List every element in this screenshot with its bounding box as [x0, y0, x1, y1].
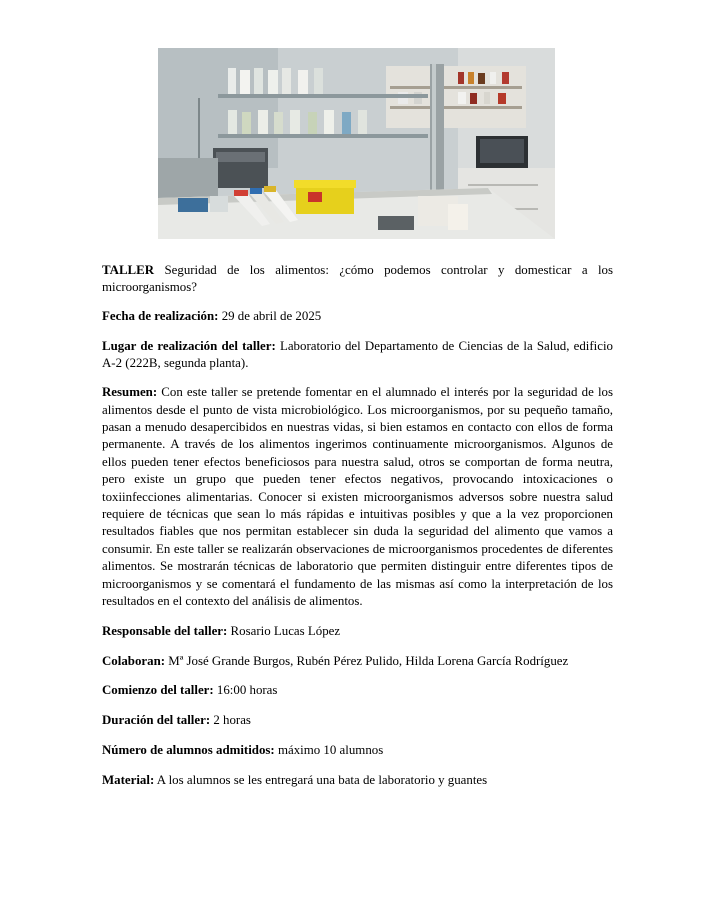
comienzo-line — [102, 682, 613, 699]
responsable-line — [102, 623, 613, 640]
lugar-value: Laboratorio del Departamento de Ciencias de la Salud, edificio A-2 (222B, segunda planta). — [102, 339, 613, 371]
taller-text: Seguridad de los alimentos: ¿cómo podemos controlar y domesticar a los microorganismos? — [102, 263, 613, 295]
resumen-text: Con este taller se pretende fomentar en el alumnado el interés por la seguridad de los alimentos desde el punto de vista microbiológico. Los microorganismos, por su pequeño tamaño, pasan a menudo desapercibidos en nuestras vidas, si bien estamos en contacto con ellos de forma permanente. A través de los alimentos ingerimos continuamente microorganismos. Algunos de ellos pueden tener efectos beneficiosos para nuestra salud, otros se comportan de forma neutra, pero existe un grupo que pueden tener efectos negativos, provocando intoxicaciones o toxiinfecciones alimentarias. Conocer si existen microorganismos adversos sobre nuestra salud requiere de técnicas que sean lo más rápidas e intuitivas posibles y que a la vez proporcionen resultados fiables que nos permitan establecer sin duda la seguridad del alimento que vamos a consumir. En este taller se realizarán observaciones de microorganismos procedentes de diferentes alimentos. Se mostrarán técnicas de laboratorio que permiten distinguir entre diferentes tipos de microorganismos y se comentará el fundamento de las mismas así como la interpretación de los resultados en el contexto del análisis de alimentos. — [102, 385, 613, 609]
comienzo-value: 16:00 horas — [213, 683, 278, 698]
responsable-value: Rosario Lucas López — [227, 623, 341, 638]
colaboran-label: Colaboran: — [102, 653, 166, 668]
alumnos-line — [102, 742, 613, 759]
taller-label: TALLER — [102, 263, 155, 277]
duracion-value: 2 horas — [210, 713, 251, 728]
lugar-label: Lugar de realización del taller: — [102, 339, 276, 353]
duracion-line — [102, 712, 613, 729]
duracion-label: Duración del taller: — [102, 713, 211, 728]
material-label: Material: — [102, 772, 155, 787]
colaboran-line — [102, 653, 613, 670]
laboratory-photo — [158, 48, 555, 239]
lugar-line — [102, 338, 613, 373]
alumnos-label: Número de alumnos admitidos: — [102, 743, 275, 758]
alumnos-value: máximo 10 alumnos — [274, 743, 384, 758]
fecha-line — [102, 308, 613, 325]
laboratory-photo-icon — [158, 48, 555, 239]
comienzo-label: Comienzo del taller: — [102, 683, 214, 698]
colaboran-value: Mª José Grande Burgos, Rubén Pérez Pulido, Hilda Lorena García Rodríguez — [165, 653, 569, 668]
resumen-label: Resumen: — [102, 385, 158, 400]
responsable-label: Responsable del taller: — [102, 623, 228, 638]
fecha-label: Fecha de realización: — [102, 309, 219, 324]
material-line — [102, 772, 613, 789]
material-value: A los alumnos se les entregará una bata de laboratorio y guantes — [154, 772, 488, 787]
taller-title — [102, 262, 613, 297]
fecha-value: 29 de abril de 2025 — [218, 309, 322, 324]
workshop-document — [102, 262, 613, 801]
resumen-paragraph — [102, 384, 613, 610]
